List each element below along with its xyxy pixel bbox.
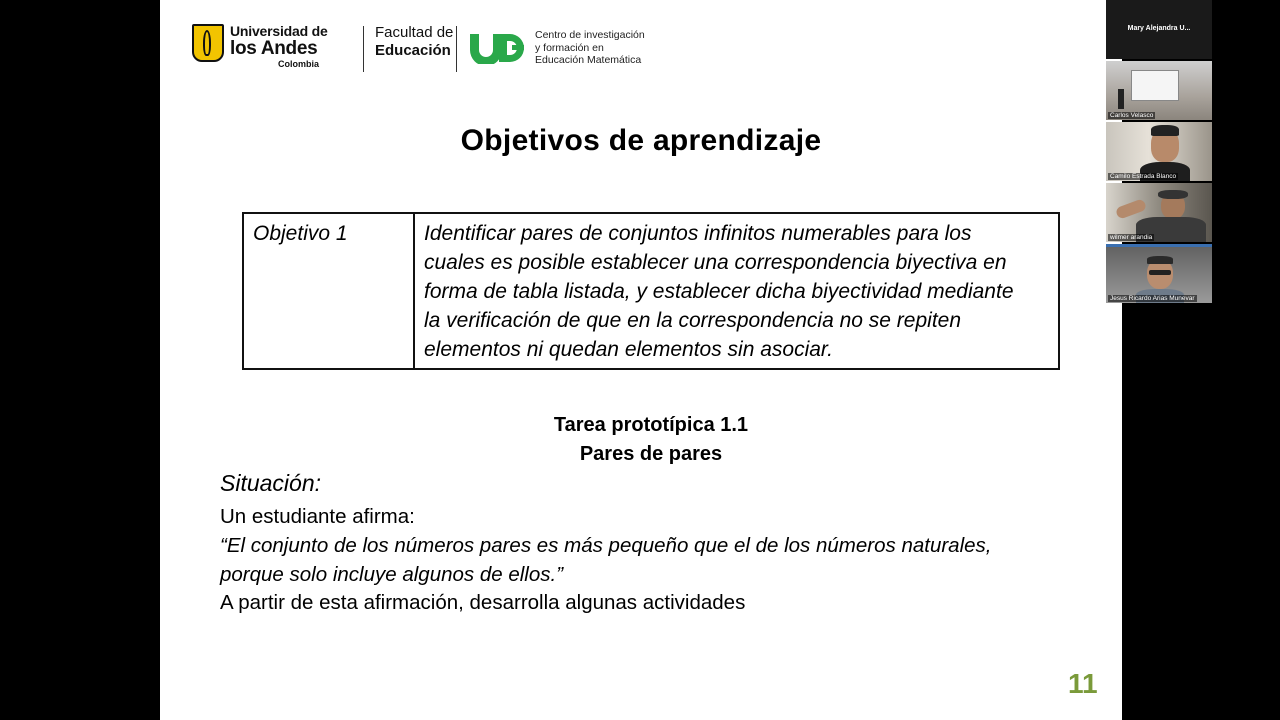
person-cap [1158, 190, 1188, 199]
participant-name: Camilo Estrada Blanco [1110, 173, 1177, 180]
uandes-line3: Colombia [277, 59, 319, 69]
person-silhouette [1118, 89, 1124, 109]
participant-name: Carlos Velasco [1110, 112, 1154, 119]
objective-line: forma de tabla listada, y establecer dicha biyectividad mediante [424, 280, 1014, 303]
participants-panel [1106, 0, 1212, 304]
objective-description [414, 213, 1059, 369]
participant-tile[interactable] [1106, 61, 1212, 120]
objective-line: la verificación de que en la correspondencia no se repiten [424, 309, 962, 332]
objective-line: Identificar pares de conjuntos infinitos numerables para los [424, 222, 972, 245]
logo-divider [363, 26, 364, 72]
situation-label: Situación: [220, 470, 322, 496]
quote-line-2: porque solo incluye algunos de ellos.” [220, 563, 564, 586]
logo-divider [456, 26, 457, 72]
objective-label: Objetivo 1 [243, 213, 414, 369]
participant-tile[interactable] [1106, 183, 1212, 242]
centro-line1: Centro de investigación [535, 29, 645, 41]
task-subtitle: Pares de pares [579, 443, 723, 465]
person-hair [1147, 256, 1173, 264]
projector-screen [1131, 70, 1179, 101]
closing-text: A partir de esta afirmación, desarrolla algunas actividades [220, 591, 746, 614]
person-glasses [1149, 270, 1171, 275]
participant-name: wilmer arandia [1110, 234, 1153, 241]
uandes-line2: los Andes [230, 38, 318, 59]
ceiling-light [1106, 244, 1212, 247]
centro-line3: Educación Matemática [535, 54, 642, 66]
objective-table [242, 212, 1060, 370]
person-hair [1151, 125, 1179, 136]
centro-line2: y formación en [535, 41, 604, 54]
uandes-logo [230, 23, 328, 70]
centro-logo-text [535, 29, 645, 67]
ue-logo-icon [468, 32, 526, 64]
facultad-line2: Educación [375, 42, 451, 59]
slide-title: Objetivos de aprendizaje [460, 124, 822, 157]
participant-tile[interactable] [1106, 122, 1212, 181]
objective-line: cuales es posible establecer una correspondencia biyectiva en [424, 251, 1007, 274]
table-row [243, 213, 1059, 369]
uandes-line1: Universidad de [230, 23, 328, 39]
presentation-slide [160, 0, 1122, 720]
quote-line-1: “El conjunto de los números pares es más pequeño que el de los números naturales, [220, 534, 992, 557]
facultad-logo [375, 24, 453, 60]
participant-tile[interactable] [1106, 244, 1212, 303]
objective-line: elementos ni quedan elementos sin asociar. [424, 338, 833, 361]
active-speaker-tile[interactable]: Mary Alejandra U... [1106, 0, 1212, 59]
statement-intro: Un estudiante afirma: [220, 505, 415, 528]
task-title: Tarea prototípica 1.1 [553, 414, 749, 436]
page-number: 11 [1068, 668, 1098, 699]
uandes-emblem-icon [192, 24, 224, 62]
person-arm [1115, 198, 1147, 220]
participant-name: Jesus Ricardo Arias Munevar [1110, 295, 1195, 302]
facultad-line1: Facultad de [375, 24, 454, 41]
